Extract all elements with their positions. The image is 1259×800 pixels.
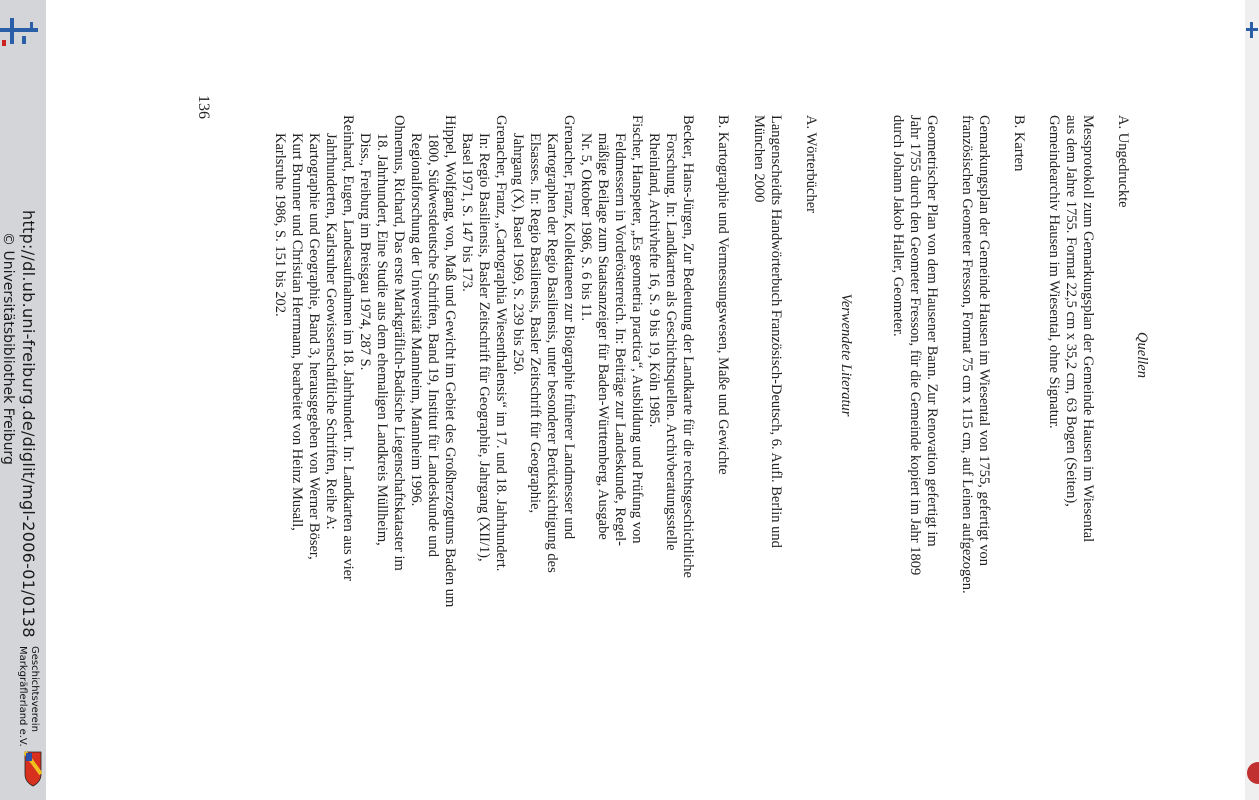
reference-line: Rheinland, Archivhefte 16, S. 9 bis 19, Köln 1985. bbox=[646, 133, 662, 428]
source-line: aus dem Jahre 1755. Format 22,5 cm x 35,2 cm, 63 Bogen (Seiten), bbox=[1063, 115, 1079, 507]
section-a-dictionaries: A. Wörterbücher bbox=[803, 115, 819, 213]
heading-literature: Verwendete Literatur bbox=[838, 293, 854, 417]
page-content bbox=[140, 95, 1150, 615]
reference-line: Kartographen der Regio Basiliensis, unter besonderer Berücksichtigung des bbox=[544, 133, 560, 573]
reference-line: 18. Jahrhundert, Eine Studie aus dem ehemaligen Landkreis Müllheim, bbox=[374, 133, 390, 546]
publisher-name bbox=[16, 646, 40, 747]
reference-line: Basel 1971, S. 147 bis 173. bbox=[459, 133, 475, 292]
reference-line: München 2000 bbox=[751, 115, 767, 203]
reference-line: Regionalforschung der Universität Mannheim, Mannheim 1996. bbox=[408, 133, 424, 507]
reference-line: Forschung. In: Landkarten als Geschichtsquellen. Archivberatungsstelle bbox=[663, 133, 679, 551]
reference-line: Ohnemus, Richard, Das erste Markgräflich-Badische Liegenschaftskataster im bbox=[391, 115, 407, 571]
reference-line: Karlsruhe 1986, S. 151 bis 202. bbox=[272, 133, 288, 317]
library-logo-icon-right[interactable] bbox=[1246, 20, 1258, 40]
page-number: 136 bbox=[195, 95, 212, 119]
reference-line: Hippel, Wolfgang, von, Maß und Gewicht im Gebiet des Großherzogtums Baden um bbox=[442, 115, 458, 608]
reference-line: Jahrhunderten, Karlsruher Geowissenschaftliche Schriften, Reihe A: bbox=[323, 133, 339, 530]
publisher-line-2: Markgräflerland e.V. bbox=[17, 646, 28, 747]
source-line: Gemeindearchiv Hausen im Wiesental, ohne Signatur. bbox=[1046, 115, 1062, 429]
source-url[interactable]: http://dl.ub.uni-freiburg.de/diglit/mgl-2006-01/0138 bbox=[19, 210, 38, 638]
reference-line: Becker, Hans-Jürgen, Zur Bedeutung der Landkarte für die rechtsgeschichtliche bbox=[680, 115, 696, 578]
reference-line: Jahrgang (X), Basel 1969, S. 239 bis 250. bbox=[510, 133, 526, 375]
reference-line: In: Regio Basiliensis, Basler Zeitschrift für Geographie, Jahrgang (XII/1), bbox=[476, 133, 492, 562]
reference-line: Grenacher, Franz, „Cartographia Wiesenthalensis“ im 17. und 18. Jahrhundert. bbox=[493, 115, 509, 572]
source-line: Jahr 1755 durch den Geometer Fresson, für die Gemeinde kopiert im Jahr 1809 bbox=[907, 115, 923, 576]
coat-of-arms-icon bbox=[24, 750, 42, 792]
source-line: Geometrischer Plan von dem Hausener Bann. Zur Renovation gefertigt im bbox=[924, 115, 940, 547]
reference-line: 1800, Südwestdeutsche Schriften, Band 19, Institut für Landeskunde und bbox=[425, 133, 441, 558]
heading-sources: Quellen bbox=[1134, 332, 1150, 378]
reference-line: Fischer, Hanspeter, „Es geometria practica“, Ausbildung und Prüfung von bbox=[629, 115, 645, 544]
section-b-maps: B. Karten bbox=[1011, 115, 1027, 172]
reference-line: mäßige Beilage zum Staatsanzeiger für Baden-Württemberg, Ausgabe bbox=[595, 133, 611, 540]
source-line: französischen Geometer Fresson, Format 75 cm x 115 cm, auf Leinen aufgezogen. bbox=[959, 115, 975, 594]
reference-line: Grenacher, Franz, Kollektaneen zur Biographie früherer Landmesser und bbox=[561, 115, 577, 540]
reference-line: Feldmessern in Vorderösterreich. In: Beiträge zur Landeskunde, Regel- bbox=[612, 133, 628, 546]
section-a-unpublished: A. Ungedruckte bbox=[1115, 115, 1131, 208]
section-b-cartography: B. Kartographie und Vermessungswesen, Maße und Gewichte bbox=[715, 115, 731, 475]
publisher-line-1: Geschichtsverein bbox=[29, 646, 40, 732]
source-line: durch Johann Jakob Haller, Geometer. bbox=[890, 115, 906, 337]
right-sidebar bbox=[1245, 0, 1259, 800]
reference-line: Langenscheidts Handwörterbuch Französisch-Deutsch, 6. Aufl. Berlin und bbox=[768, 115, 784, 548]
reference-line: Reinhard, Eugen, Landesaufnahmen im 18. Jahrhundert. In: Landkarten aus vier bbox=[340, 115, 356, 581]
source-line: Messprotokoll zum Gemarkungsplan der Gemeinde Hausen im Wiesental bbox=[1080, 115, 1096, 543]
reference-line: Elsasses. In: Regio Basiliensis, Basler Zeitschrift für Geographie, bbox=[527, 133, 543, 514]
reference-line: Kurt Brunner und Christian Herrmann, bearbeitet von Heinz Musall, bbox=[289, 133, 305, 531]
copyright-notice: © Universitätsbibliothek Freiburg bbox=[0, 232, 16, 465]
source-line: Gemarkungsplan der Gemeinde Hausen im Wiesental von 1755, gefertigt von bbox=[976, 115, 992, 566]
reference-line: Kartographie und Geographie, Band 3, herausgegeben von Werner Böser, bbox=[306, 133, 322, 560]
left-sidebar bbox=[0, 0, 46, 800]
reference-line: Nr. 5, Oktober 1986, S. 6 bis 11. bbox=[578, 133, 594, 321]
reference-line: Diss., Freiburg im Breisgau 1974, 287 S. bbox=[357, 133, 373, 371]
